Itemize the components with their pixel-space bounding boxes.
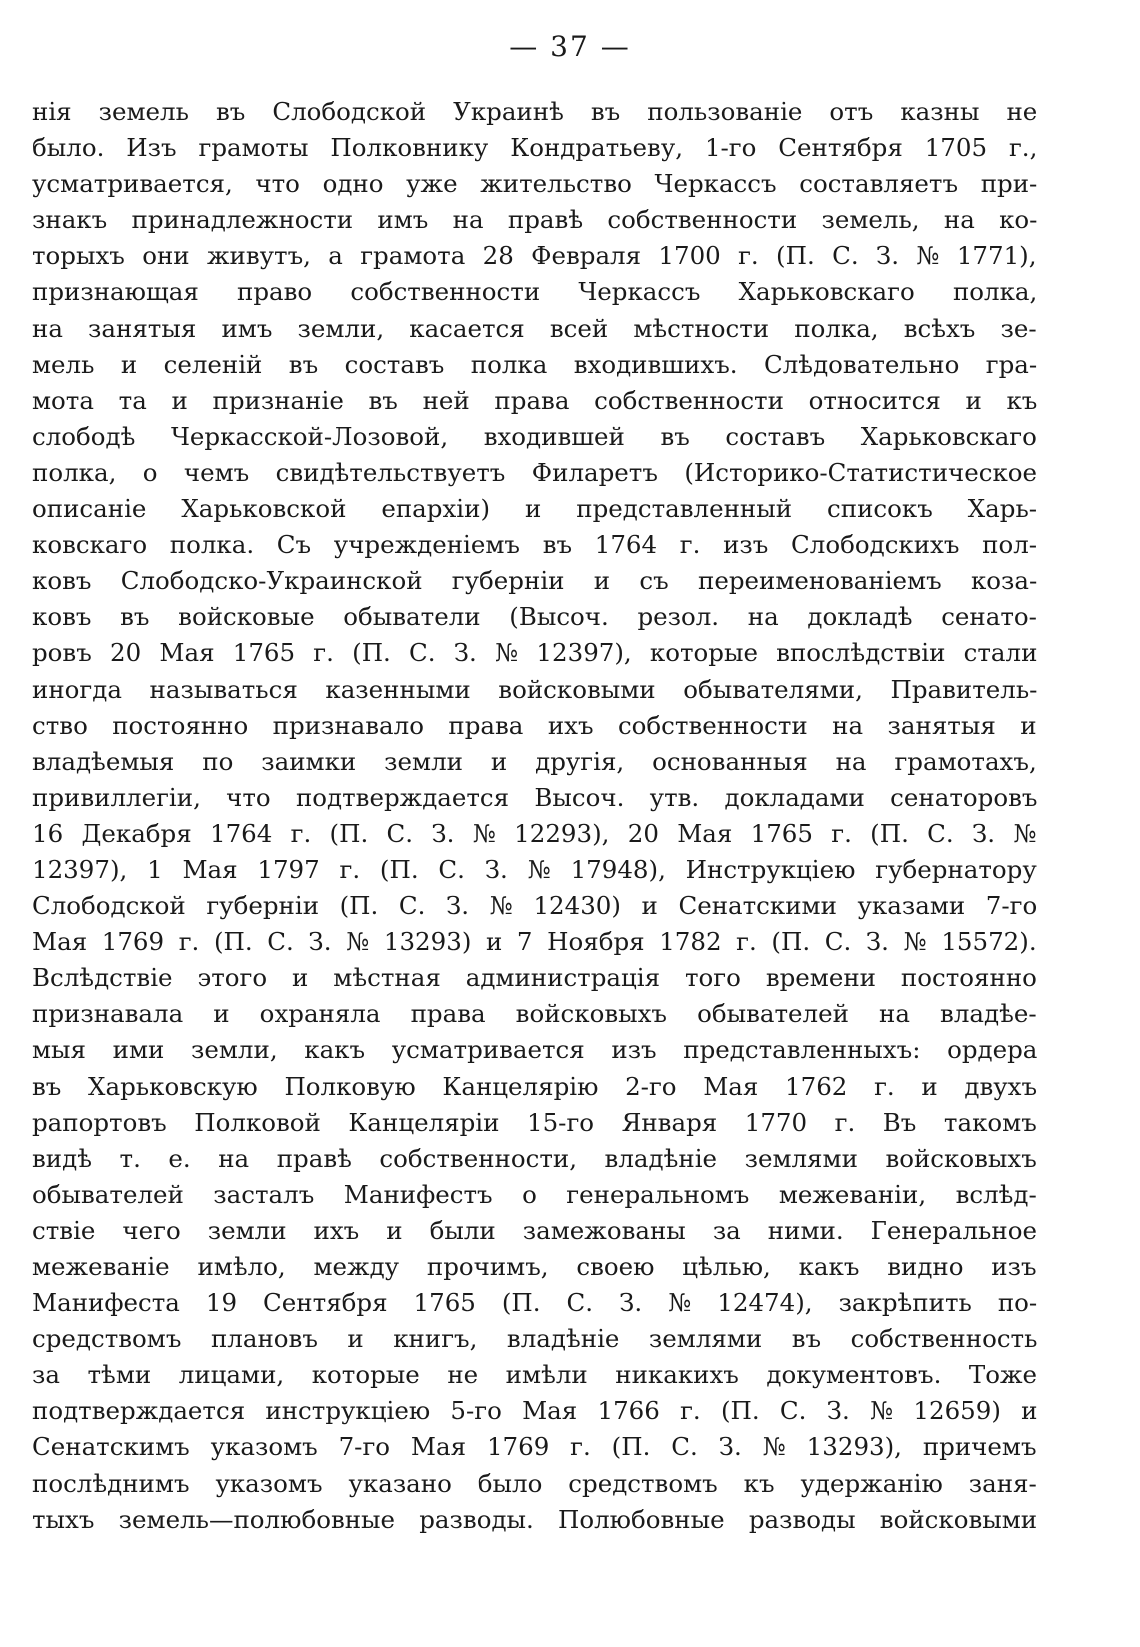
text-line: ковъ Слободско-Украинской губерніи и съ переименованіемъ коза- bbox=[32, 566, 1037, 596]
text-line: за тѣми лицами, которые не имѣли никакихъ документовъ. Тоже bbox=[32, 1360, 1037, 1390]
text-line: тыхъ земель—полюбовные разводы. Полюбовные разводы войсковыми bbox=[32, 1504, 1037, 1534]
text-line: признавала и охраняла права войсковыхъ обывателей на владѣе- bbox=[32, 999, 1037, 1029]
text-line: видѣ т. е. на правѣ собственности, владѣніе землями войсковыхъ bbox=[32, 1143, 1037, 1173]
text-line: мель и селеній въ составъ полка входившихъ. Слѣдовательно гра- bbox=[32, 349, 1037, 379]
text-line: ковскаго полка. Съ учрежденіемъ въ 1764 г. изъ Слободскихъ пол- bbox=[32, 530, 1037, 560]
text-line: признающая право собственности Черкассъ Харьковскаго полка, bbox=[32, 277, 1037, 307]
text-line: ровъ 20 Мая 1765 г. (П. С. З. № 12397), которые впослѣдствіи стали bbox=[32, 638, 1037, 668]
text-line: торыхъ они живутъ, а грамота 28 Февраля 1700 г. (П. С. З. № 1771), bbox=[32, 241, 1037, 271]
text-line: ствіе чего земли ихъ и были замежованы за ними. Генеральное bbox=[32, 1215, 1037, 1245]
text-line: 12397), 1 Мая 1797 г. (П. С. З. № 17948), Инструкціею губернатору bbox=[32, 854, 1037, 884]
text-line: полка, о чемъ свидѣтельствуетъ Филаретъ (Историко-Статистическое bbox=[32, 457, 1037, 487]
text-line: описаніе Харьковской епархіи) и представленный списокъ Харь- bbox=[32, 494, 1037, 524]
text-line: на занятыя имъ земли, касается всей мѣстности полка, всѣхъ зе- bbox=[32, 313, 1037, 343]
text-line: Сенатскимъ указомъ 7-го Мая 1769 г. (П. С. З. № 13293), причемъ bbox=[32, 1432, 1037, 1462]
text-line: Мая 1769 г. (П. С. З. № 13293) и 7 Ноября 1782 г. (П. С. З. № 15572). bbox=[32, 927, 1037, 957]
body-text bbox=[32, 94, 1037, 1538]
text-line: ство постоянно признавало права ихъ собственности на занятыя и bbox=[32, 710, 1037, 740]
text-line: мота та и признаніе въ ней права собственности относится и къ bbox=[32, 385, 1037, 415]
text-line: мыя ими земли, какъ усматривается изъ представленныхъ: ордера bbox=[32, 1035, 1037, 1065]
text-line: въ Харьковскую Полковую Канцелярію 2-го Мая 1762 г. и двухъ bbox=[32, 1071, 1037, 1101]
text-line: Манифеста 19 Сентября 1765 (П. С. З. № 12474), закрѣпить по- bbox=[32, 1288, 1037, 1318]
text-line: обывателей засталъ Манифестъ о генеральномъ межеваніи, вслѣд- bbox=[32, 1179, 1037, 1209]
text-line: владѣемыя по заимки земли и другія, основанныя на грамотахъ, bbox=[32, 746, 1037, 776]
text-line: рапортовъ Полковой Канцеляріи 15-го Января 1770 г. Въ такомъ bbox=[32, 1107, 1037, 1137]
page-number: — 37 — bbox=[509, 30, 631, 63]
text-line: Вслѣдствіе этого и мѣстная администрація того времени постоянно bbox=[32, 963, 1037, 993]
text-line: нія земель въ Слободской Украинѣ въ пользованіе отъ казны не bbox=[32, 97, 1037, 126]
text-line: было. Изъ грамоты Полковнику Кондратьеву, 1-го Сентября 1705 г., bbox=[32, 133, 1037, 163]
text-line: послѣднимъ указомъ указано было средствомъ къ удержанію заня- bbox=[32, 1468, 1037, 1498]
text-line: иногда называться казенными войсковыми обывателями, Правитель- bbox=[32, 674, 1037, 704]
text-line: усматривается, что одно уже жительство Черкассъ составляетъ при- bbox=[32, 169, 1037, 199]
text-line: ковъ въ войсковые обыватели (Высоч. резол. на докладѣ сенато- bbox=[32, 602, 1037, 632]
text-line: знакъ принадлежности имъ на правѣ собственности земель, на ко- bbox=[32, 205, 1037, 235]
text-line: слободѣ Черкасской-Лозовой, входившей въ составъ Харьковскаго bbox=[32, 421, 1037, 451]
text-line: межеваніе имѣло, между прочимъ, своею цѣлью, какъ видно изъ bbox=[32, 1252, 1037, 1281]
text-line: подтверждается инструкціею 5-го Мая 1766 г. (П. С. З. № 12659) и bbox=[32, 1396, 1037, 1426]
text-line: Слободской губерніи (П. С. З. № 12430) и Сенатскими указами 7-го bbox=[32, 891, 1037, 921]
text-line: средствомъ плановъ и книгъ, владѣніе землями въ собственность bbox=[32, 1324, 1037, 1354]
text-line: привиллегіи, что подтверждается Высоч. утв. докладами сенаторовъ bbox=[32, 782, 1037, 812]
text-line: 16 Декабря 1764 г. (П. С. З. № 12293), 20 Мая 1765 г. (П. С. З. № bbox=[32, 818, 1037, 848]
